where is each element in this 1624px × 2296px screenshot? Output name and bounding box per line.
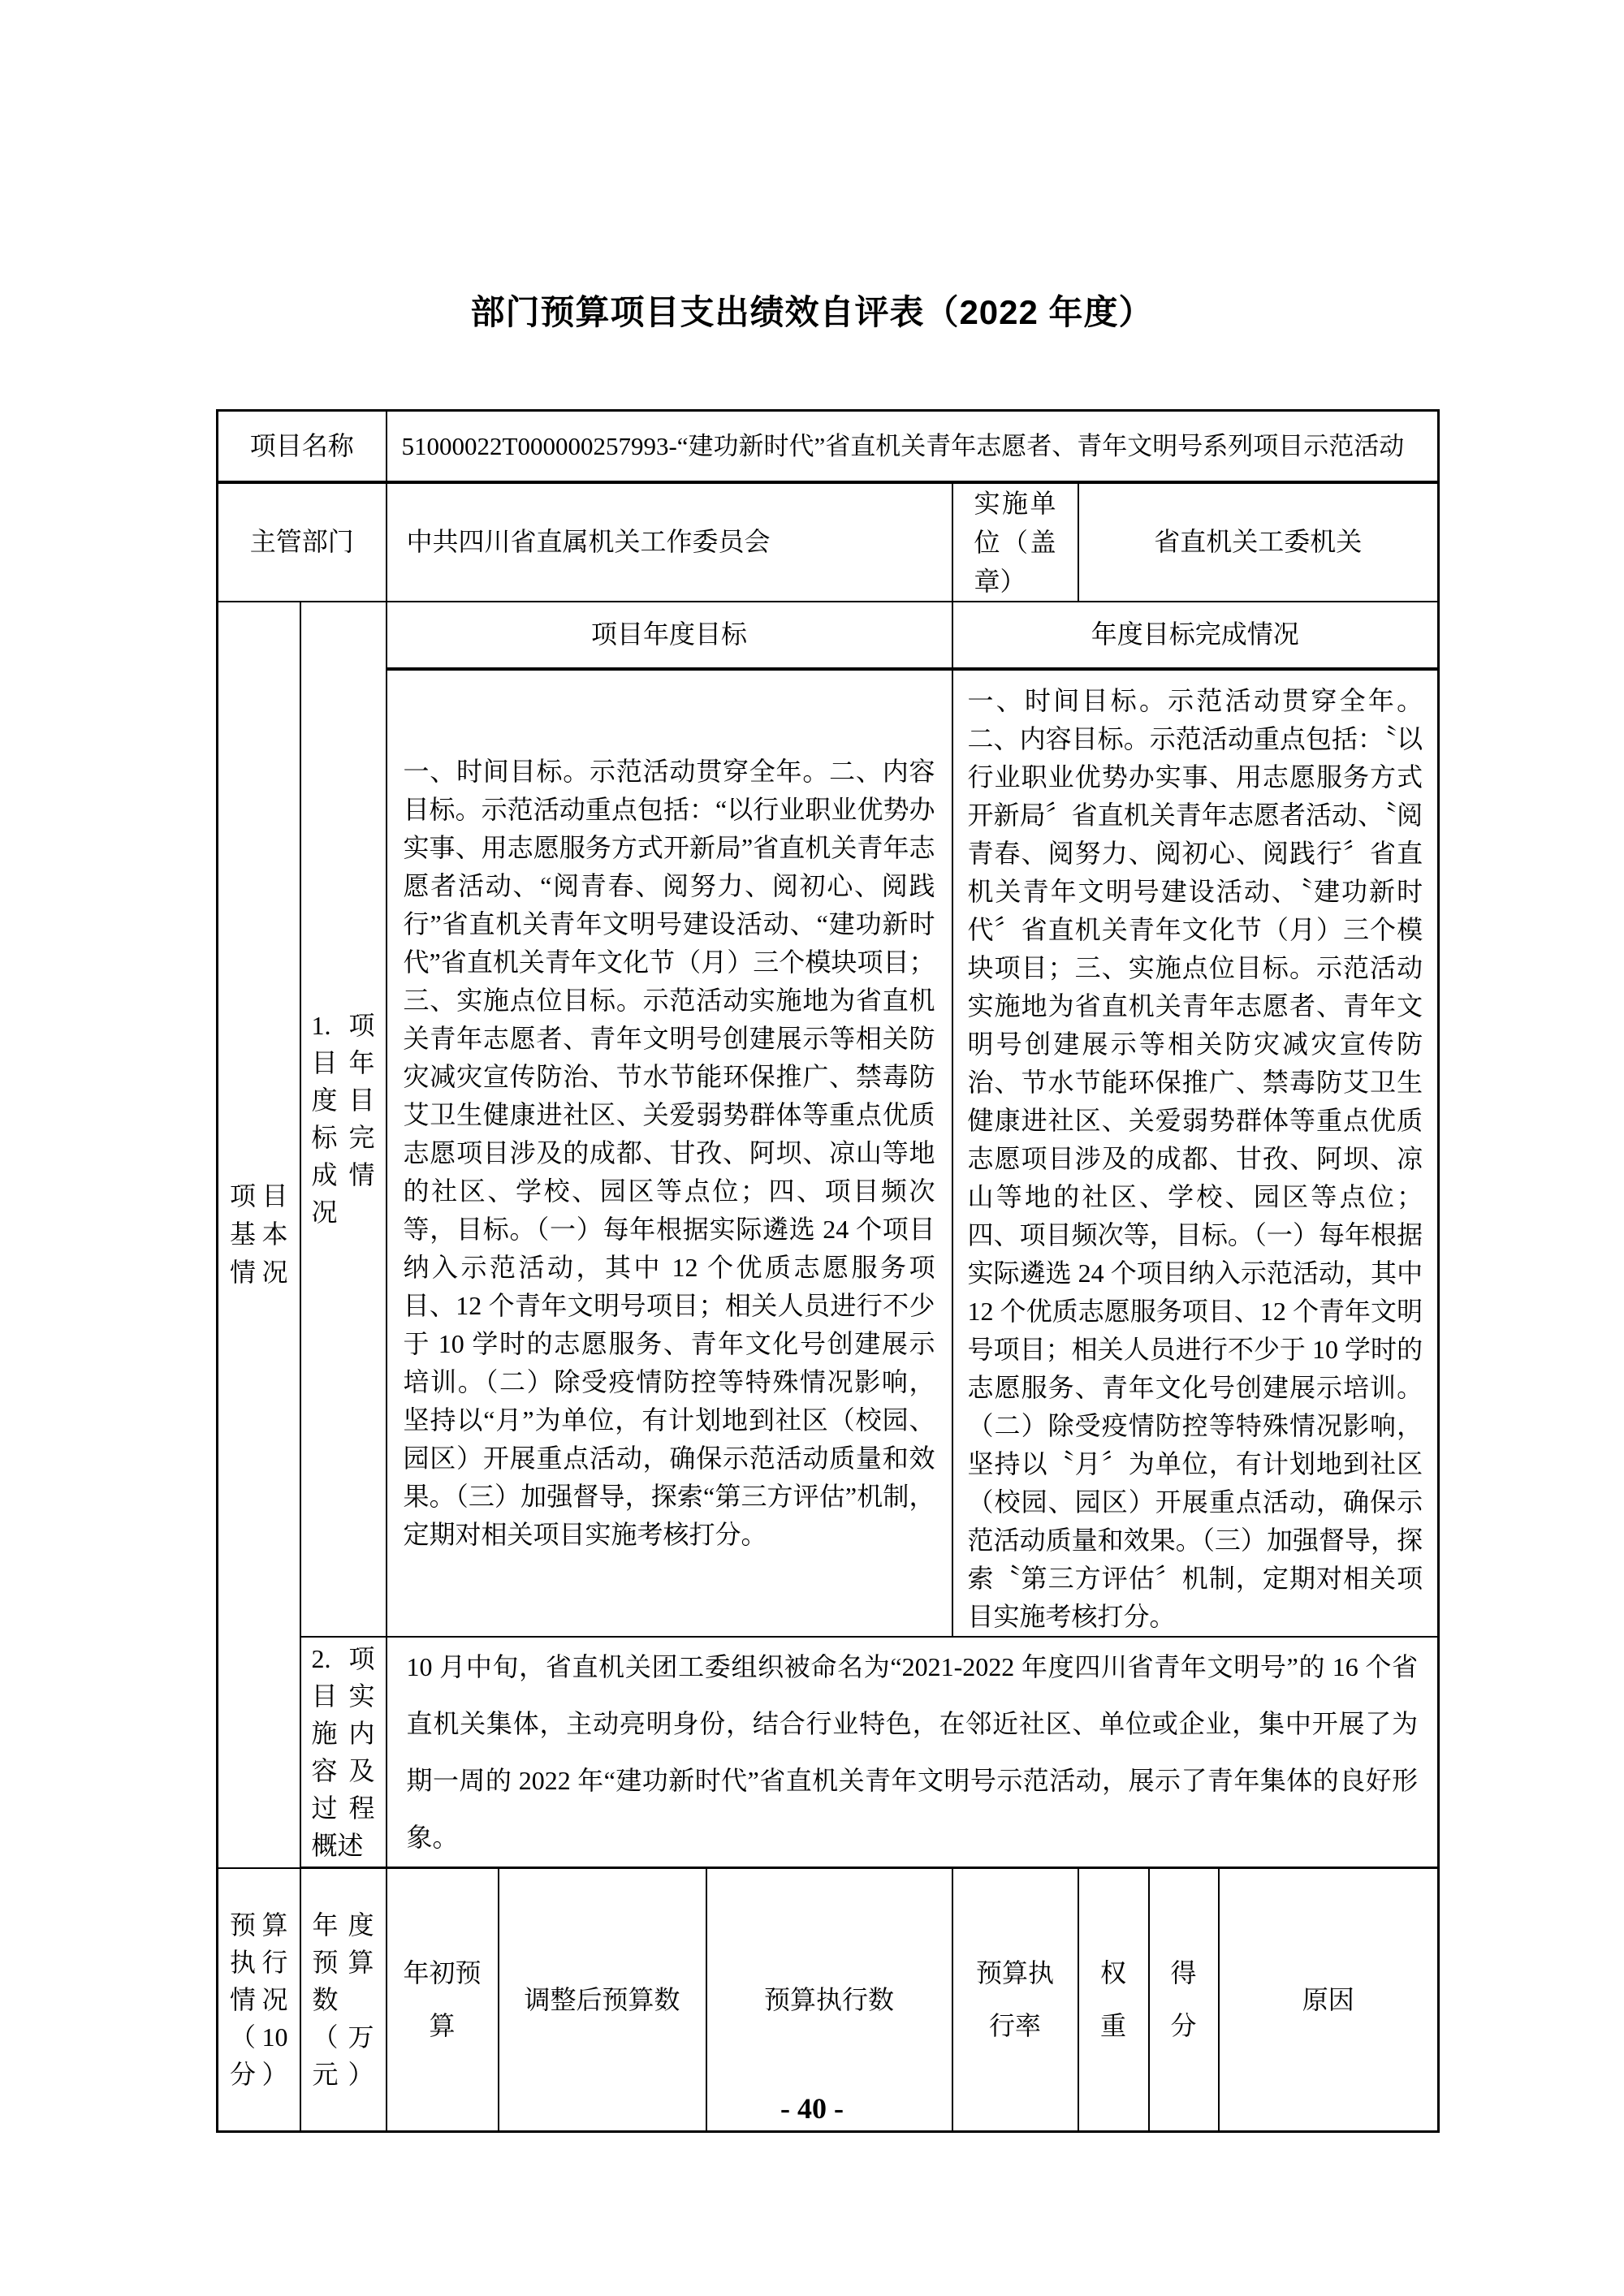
table-row-department [218,482,1439,602]
department-label: 主管部门 [218,482,387,602]
column-header-initial-budget: 年初预算 [387,1868,499,2132]
column-header-execution-rate: 预算执行率 [952,1868,1078,2132]
column-header-weight: 权重 [1078,1868,1149,2132]
goal-header: 项目年度目标 [387,602,952,669]
sub1-label: 1.项目年度目标完成情况 [300,602,387,1637]
completion-header: 年度目标完成情况 [952,602,1439,669]
implementing-unit-value: 省直机关工委机关 [1078,482,1439,602]
table-row-summary [218,1637,1439,1868]
department-value: 中共四川省直属机关工作委员会 [387,482,952,602]
page-title: 部门预算项目支出绩效自评表（2022 年度） [470,293,1154,331]
column-header-adjusted-budget: 调整后预算数 [499,1868,706,2132]
column-header-score: 得分 [1149,1868,1219,2132]
column-header-reason: 原因 [1219,1868,1439,2132]
basic-info-section-label: 项目基本情况 [218,602,300,1868]
column-header-executed-budget: 预算执行数 [706,1868,952,2132]
table-row-goal-content [218,669,1439,1637]
table-row-project-name [218,411,1439,482]
implementing-unit-label: 实施单位（盖章） [952,482,1078,602]
sub2-label: 2.项目实施内容及过程概述 [300,1637,387,1868]
budget-section-label: 预算执行情况（10 分） [218,1868,300,2132]
project-name-value: 51000022T000000257993-“建功新时代”省直机关青年志愿者、青年文明号系列项目示范活动 [387,411,1439,482]
page-number: - 40 - [780,2092,844,2125]
implementation-summary-text: 10 月中旬，省直机关团工委组织被命名为“2021-2022 年度四川省青年文明号”的 16 个省直机关集体，主动亮明身份，结合行业特色，在邻近社区、单位或企业，集中开展了为期一周的 2022 年“建功新时代”省直机关青年文明号示范活动，展示了青年集体的良好形象。 [387,1637,1439,1868]
project-name-label: 项目名称 [218,411,387,482]
goal-completion-text: 一、时间目标。示范活动贯穿全年。二、内容目标。示范活动重点包括：〝以行业职业优势办实事、用志愿服务方式开新局〞省直机关青年志愿者活动、〝阅青春、阅努力、阅初心、阅践行〞省直机关青年文明号建设活动、〝建功新时代〞省直机关青年文化节（月）三个模块项目；三、实施点位目标。示范活动实施地为省直机关青年志愿者、青年文明号创建展示等相关防灾减灾宣传防治、节水节能环保推广、禁毒防艾卫生健康进社区、关爱弱势群体等重点优质志愿项目涉及的成都、甘孜、阿坝、凉山等地的社区、学校、园区等点位；四、项目频次等，目标。（一）每年根据实际遴选 24 个项目纳入示范活动，其中 12 个优质志愿服务项目、12 个青年文明号项目；相关人员进行不少于 10 学时的志愿服务、青年文化号创建展示培训。（二）除受疫情防控等特殊情况影响，坚持以〝月〞为单位，有计划地到社区（校园、园区）开展重点活动，确保示范活动质量和效果。（三）加强督导，探索〝第三方评估〞机制，定期对相关项目实施考核打分。 [952,669,1439,1637]
annual-goal-text: 一、时间目标。示范活动贯穿全年。二、内容目标。示范活动重点包括：“以行业职业优势办实事、用志愿服务方式开新局”省直机关青年志愿者活动、“阅青春、阅努力、阅初心、阅践行”省直机关青年文明号建设活动、“建功新时代”省直机关青年文化节（月）三个模块项目；三、实施点位目标。示范活动实施地为省直机关青年志愿者、青年文明号创建展示等相关防灾减灾宣传防治、节水节能环保推广、禁毒防艾卫生健康进社区、关爱弱势群体等重点优质志愿项目涉及的成都、甘孜、阿坝、凉山等地的社区、学校、园区等点位；四、项目频次等，目标。（一）每年根据实际遴选 24 个项目纳入示范活动，其中 12 个优质志愿服务项目、12 个青年文明号项目；相关人员进行不少于 10 学时的志愿服务、青年文化号创建展示培训。（二）除受疫情防控等特殊情况影响，坚持以“月”为单位，有计划地到社区（校园、园区）开展重点活动，确保示范活动质量和效果。（三）加强督导，探索“第三方评估”机制，定期对相关项目实施考核打分。 [387,669,952,1637]
evaluation-table [216,409,1440,2133]
table-row-goal-headers [218,602,1439,669]
annual-budget-label: 年度预算数（万元） [300,1868,387,2132]
